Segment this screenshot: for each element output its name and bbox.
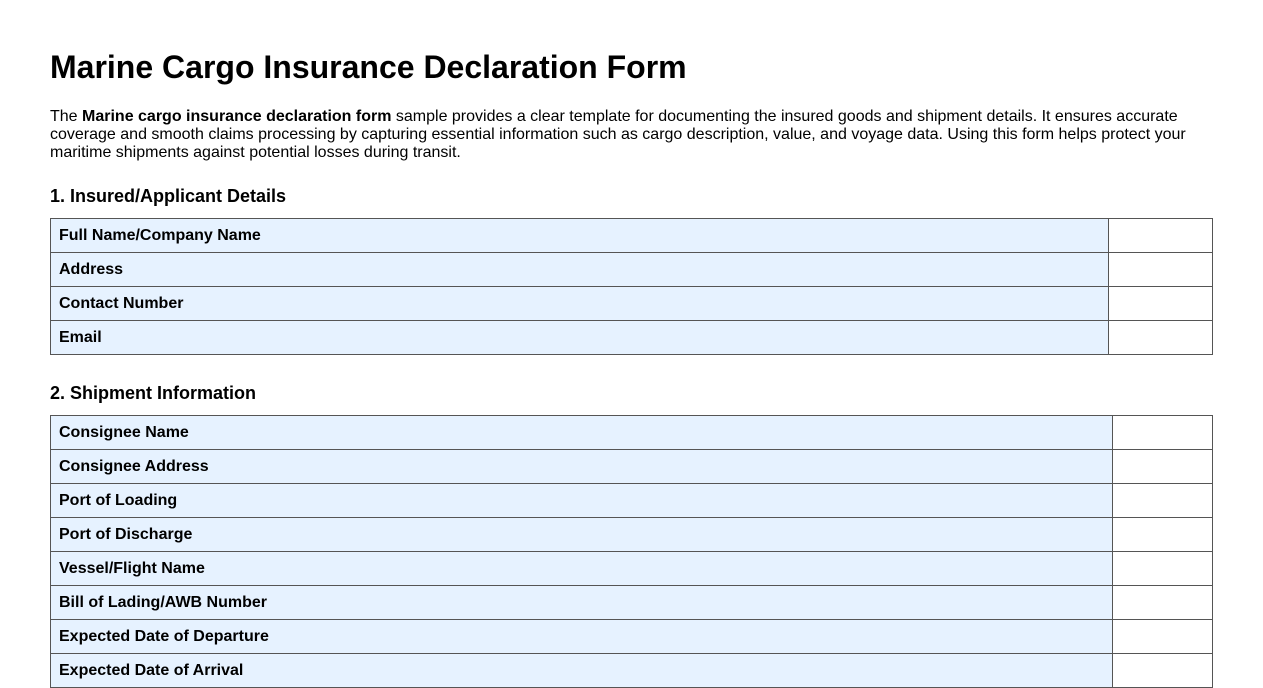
field-value-input[interactable] xyxy=(1113,484,1213,518)
field-label: Consignee Address xyxy=(51,450,1113,484)
field-label: Port of Discharge xyxy=(51,518,1113,552)
table-row xyxy=(51,450,1213,484)
field-label: Bill of Lading/AWB Number xyxy=(51,586,1113,620)
table-row xyxy=(51,552,1213,586)
field-value-input[interactable] xyxy=(1113,416,1213,450)
field-label: Port of Loading xyxy=(51,484,1113,518)
shipment-info-table xyxy=(50,415,1213,688)
field-value-input[interactable] xyxy=(1113,654,1213,688)
field-label: Contact Number xyxy=(51,287,1109,321)
field-label: Vessel/Flight Name xyxy=(51,552,1113,586)
intro-paragraph xyxy=(50,108,1213,162)
field-label: Expected Date of Departure xyxy=(51,620,1113,654)
table-row xyxy=(51,287,1213,321)
section-heading-insured: 1. Insured/Applicant Details xyxy=(50,186,287,206)
table-row xyxy=(51,586,1213,620)
intro-suffix: sample provides a clear template for documenting the insured goods and shipment details. It ensures accurate coverage and smooth claims processing by capturing essential information such as cargo description, value, and voyage data. Using this form helps protect your maritime shipments against potential losses during transit. xyxy=(50,108,1186,161)
section-heading-shipment: 2. Shipment Information xyxy=(50,383,257,403)
page-title: Marine Cargo Insurance Declaration Form xyxy=(50,49,687,85)
field-value-input[interactable] xyxy=(1109,321,1213,355)
field-value-input[interactable] xyxy=(1109,253,1213,287)
field-label: Address xyxy=(51,253,1109,287)
table-row xyxy=(51,416,1213,450)
field-value-input[interactable] xyxy=(1109,219,1213,253)
table-row xyxy=(51,321,1213,355)
field-value-input[interactable] xyxy=(1113,620,1213,654)
intro-bold: Marine cargo insurance declaration form xyxy=(82,108,392,125)
field-label: Email xyxy=(51,321,1109,355)
table-row xyxy=(51,620,1213,654)
table-row xyxy=(51,253,1213,287)
field-label: Expected Date of Arrival xyxy=(51,654,1113,688)
table-row xyxy=(51,484,1213,518)
field-value-input[interactable] xyxy=(1113,518,1213,552)
field-label: Full Name/Company Name xyxy=(51,219,1109,253)
table-row xyxy=(51,518,1213,552)
field-value-input[interactable] xyxy=(1113,450,1213,484)
field-value-input[interactable] xyxy=(1109,287,1213,321)
insured-details-table xyxy=(50,218,1213,355)
field-label: Consignee Name xyxy=(51,416,1113,450)
intro-prefix: The xyxy=(50,108,83,125)
field-value-input[interactable] xyxy=(1113,586,1213,620)
table-row xyxy=(51,654,1213,688)
table-row xyxy=(51,219,1213,253)
field-value-input[interactable] xyxy=(1113,552,1213,586)
